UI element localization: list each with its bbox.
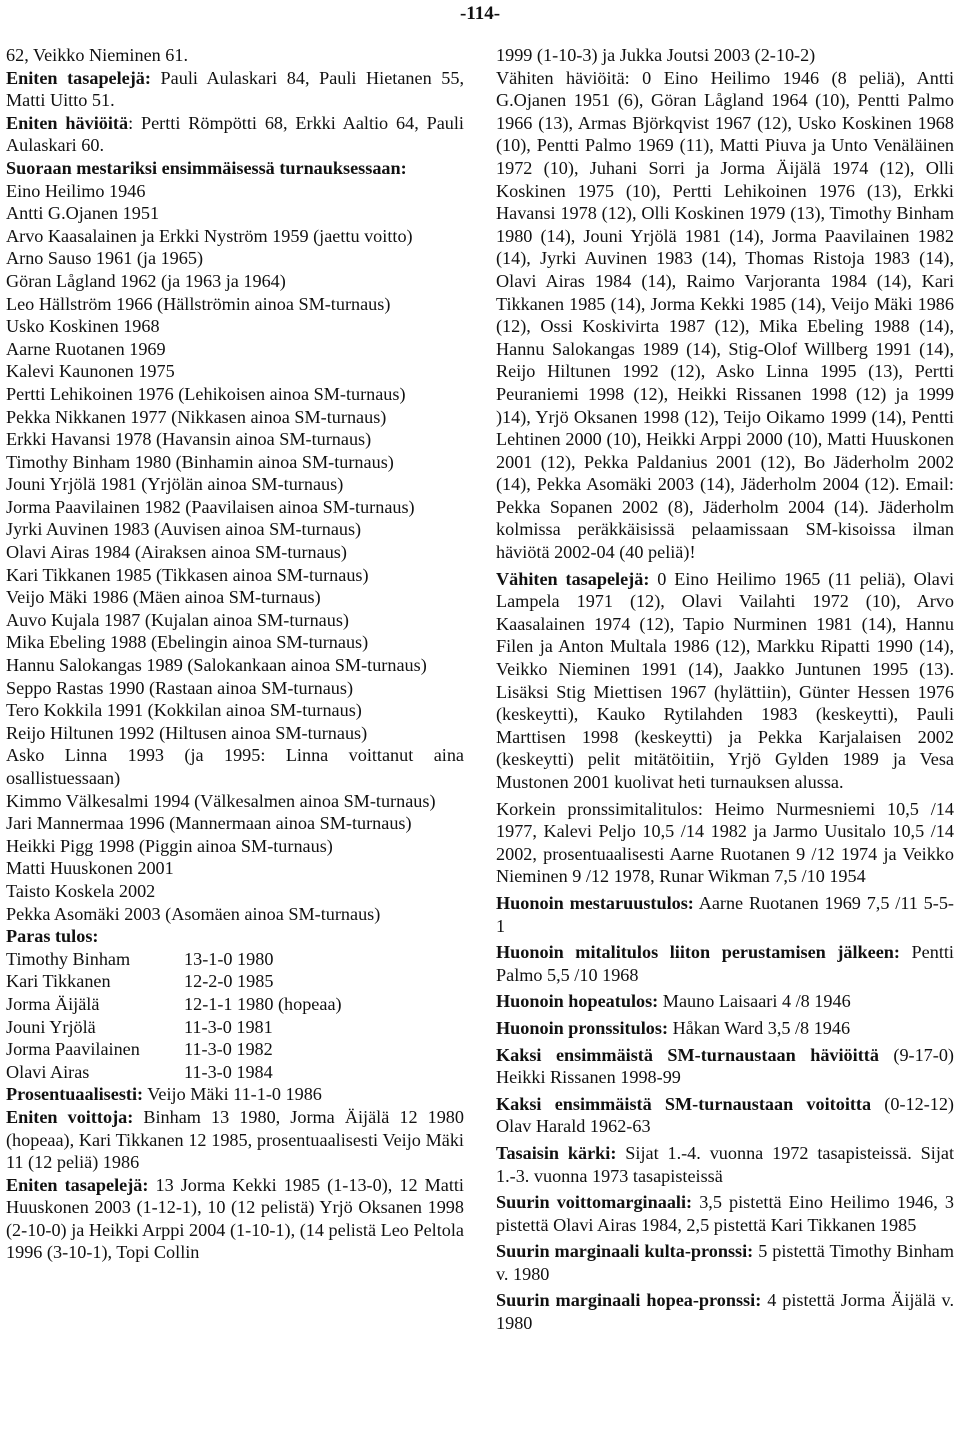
paragraph-text: Erkki Havansi 1978 (Havansin ainoa SM-turnaus) xyxy=(6,429,372,450)
paragraph-text: Eino Heilimo 1946 xyxy=(6,180,146,201)
paragraph-text: Mauno Laisaari 4 /8 1946 xyxy=(658,991,851,1012)
paragraph-text: Hannu Salokangas 1989 (Salokankaan ainoa SM-turnaus) xyxy=(6,655,427,676)
paragraph-text: 13 Jorma Kekki 1985 (1-13-0), 12 Matti Huuskonen 2003 (1-12-1), 10 (12 pelistä) Yrjö Oksanen 1998 (2-10-0) ja Heikki Arppi 2004 (1-10-1), (14 pelistä Leo Peltola 1996 (3-10-1), Topi Collin xyxy=(6,1174,464,1263)
text-line xyxy=(6,654,464,677)
text-paragraph xyxy=(496,1093,954,1138)
player-result: 13-1-0 1980 xyxy=(184,948,274,969)
text-line xyxy=(6,677,464,700)
text-line xyxy=(6,496,464,519)
bold-label: Eniten häviöitä xyxy=(6,112,129,133)
text-line xyxy=(6,180,464,203)
player-name: Jouni Yrjölä xyxy=(6,1016,96,1037)
paragraph-text: Sijat 1.-4. vuonna 1972 tasapisteissä. Sijat 1.-3. vuonna 1973 tasapisteissä xyxy=(496,1142,955,1186)
player-name: Jorma Äijälä xyxy=(6,993,100,1014)
player-name: Jorma Paavilainen xyxy=(6,1039,140,1060)
text-line xyxy=(6,406,464,429)
paragraph-text: : Pertti Römpötti 68, Erkki Aaltio 64, Pauli Aulaskari 60. xyxy=(6,112,464,156)
text-line xyxy=(6,1083,464,1106)
paragraph-text: Göran Lågland 1962 (ja 1963 ja 1964) xyxy=(6,270,286,291)
bold-label: Eniten voittoja: xyxy=(6,1106,134,1127)
text-line xyxy=(6,112,464,157)
text-paragraph xyxy=(496,798,954,888)
paragraph-text: Kalevi Kaunonen 1975 xyxy=(6,361,175,382)
text-line xyxy=(6,925,464,948)
text-line xyxy=(6,270,464,293)
paragraph-text: Kimmo Välkesalmi 1994 (Välkesalmen ainoa SM-turnaus) xyxy=(6,790,436,811)
text-paragraph xyxy=(496,568,954,794)
text-line xyxy=(6,1106,464,1174)
paragraph-text: Kari Tikkanen 1985 (Tikkasen ainoa SM-turnaus) xyxy=(6,564,369,585)
text-line xyxy=(6,473,464,496)
paragraph-text: Veijo Mäki 1986 (Mäen ainoa SM-turnaus) xyxy=(6,587,321,608)
text-line xyxy=(6,744,464,789)
text-line xyxy=(6,293,464,316)
paragraph-text: Arvo Kaasalainen ja Erkki Nyström 1959 (jaettu voitto) xyxy=(6,225,413,246)
paragraph-text: Antti G.Ojanen 1951 xyxy=(6,203,160,224)
text-line xyxy=(6,903,464,926)
bold-label: Eniten tasapelejä: xyxy=(6,1174,149,1195)
text-paragraph xyxy=(496,990,954,1013)
best-result-row xyxy=(6,993,464,1016)
paragraph-text: 3,5 pistettä Eino Heilimo 1946, 3 pistettä Olavi Airas 1984, 2,5 pistettä Kari Tikkanen 1985 xyxy=(496,1192,954,1235)
text-line xyxy=(6,564,464,587)
paragraph-text: Mika Ebeling 1988 (Ebelingin ainoa SM-turnaus) xyxy=(6,632,369,653)
bold-label: Suurin marginaali hopea-pronssi: xyxy=(496,1290,762,1311)
text-line xyxy=(6,428,464,451)
text-line xyxy=(6,541,464,564)
paragraph-text: Pekka Asomäki 2003 (Asomäen ainoa SM-turnaus) xyxy=(6,903,381,924)
text-line xyxy=(6,360,464,383)
bold-label: Kaksi ensimmäistä SM-turnaustaan voitoitta xyxy=(496,1093,872,1114)
text-line xyxy=(6,518,464,541)
text-line xyxy=(6,225,464,248)
best-result-row xyxy=(6,948,464,971)
text-paragraph xyxy=(496,1044,954,1089)
paragraph-text: Veijo Mäki 11-1-0 1986 xyxy=(143,1084,322,1105)
paragraph-text: Auvo Kujala 1987 (Kujalan ainoa SM-turnaus) xyxy=(6,609,349,630)
text-paragraph xyxy=(496,44,954,67)
paragraph-text: Taisto Koskela 2002 xyxy=(6,880,156,901)
text-line xyxy=(6,157,464,180)
text-paragraph xyxy=(496,1142,954,1187)
bold-label: Suoraan mestariksi ensimmäisessä turnauksessaan: xyxy=(6,157,407,178)
paragraph-text: Usko Koskinen 1968 xyxy=(6,316,160,337)
best-result-row xyxy=(6,1038,464,1061)
text-paragraph xyxy=(496,1289,954,1334)
bold-label: Huonoin mestaruustulos: xyxy=(496,892,694,913)
paragraph-text: (9-17-0) Heikki Rissanen 1998-99 xyxy=(496,1044,954,1088)
bold-label: Vähiten tasapelejä: xyxy=(496,568,650,589)
paragraph-text: 5 pistettä Timothy Binham v. 1980 xyxy=(496,1241,955,1284)
player-result: 11-3-0 1982 xyxy=(184,1039,273,1060)
best-result-row xyxy=(6,1061,464,1084)
paragraph-text: 0 Eino Heilimo 1965 (11 peliä), Olavi Lampela 1971 (12), Olavi Vailahti 1972 (10), Arvo Kaasalainen 1974 (12), Tapio Nurminen 1981 (14), Hannu Filen ja Anton Multala 1986 (12), Markku Ripatti 1990 (14), Veikko Nieminen 1991 (14), Jaakko Juntunen 1995 (13). Lisäksi Stig Miettisen 1967 (hylättiin), Günter Hessen 1976 (keskeytti), Kauko Rytilahden 1983 (keskeytti), Pauli Marttisen 1998 (keskeytti) ja Pekka Karjalaisen 2002 (keskeytti) pelit mitätöitiin, Yrjö Gylden 1989 ja Vesa Mustonen 2001 kuolivat heti turnauksen alussa. xyxy=(496,568,955,792)
paragraph-text: 1999 (1-10-3) ja Jukka Joutsi 2003 (2-10-2) xyxy=(496,45,816,65)
paragraph-text: Seppo Rastas 1990 (Rastaan ainoa SM-turnaus) xyxy=(6,677,354,698)
bold-label: Huonoin mitalitulos liiton perustamisen jälkeen: xyxy=(496,942,900,963)
bold-label: Prosentuaalisesti: xyxy=(6,1084,144,1105)
text-paragraph xyxy=(496,941,954,986)
paragraph-text: Reijo Hiltunen 1992 (Hiltusen ainoa SM-turnaus) xyxy=(6,722,368,743)
paragraph-text: Jorma Paavilainen 1982 (Paavilaisen ainoa SM-turnaus) xyxy=(6,496,415,517)
paragraph-text: (0-12-12) Olav Harald 1962-63 xyxy=(496,1093,954,1137)
paragraph-text: Timothy Binham 1980 (Binhamin ainoa SM-turnaus) xyxy=(6,451,394,472)
bold-label: Suurin marginaali kulta-pronssi: xyxy=(496,1241,754,1262)
paragraph-text: 62, Veikko Nieminen 61. xyxy=(6,45,189,65)
text-line xyxy=(6,631,464,654)
bold-label: Paras tulos: xyxy=(6,926,99,947)
best-result-row xyxy=(6,970,464,993)
paragraph-text: Aarne Ruotanen 1969 xyxy=(6,338,166,359)
bold-label: Huonoin pronssitulos: xyxy=(496,1017,669,1038)
bold-label: Suurin voittomarginaali: xyxy=(496,1192,693,1213)
text-paragraph xyxy=(496,892,954,937)
text-line xyxy=(6,315,464,338)
paragraph-text: Matti Huuskonen 2001 xyxy=(6,858,174,879)
bold-label: Eniten tasapelejä: xyxy=(6,67,151,88)
text-line xyxy=(6,247,464,270)
text-line xyxy=(6,609,464,632)
text-line xyxy=(6,586,464,609)
paragraph-text: Korkein pronssimitalitulos: Heimo Nurmesniemi 10,5 /14 1977, Kalevi Peljo 10,5 /14 1982 ja Jarmo Uusitalo 10,5 /14 2002, prosentuaalisesti Aarne Ruotanen 9 /12 1974 ja Veikko Nieminen 9 /12 1978, Runar Wikman 7,5 /10 1954 xyxy=(496,798,954,887)
text-paragraph xyxy=(496,67,954,564)
text-line xyxy=(6,383,464,406)
paragraph-text: Tero Kokkila 1991 (Kokkilan ainoa SM-turnaus) xyxy=(6,700,362,721)
player-name: Olavi Airas xyxy=(6,1061,90,1082)
paragraph-text: Olavi Airas 1984 (Airaksen ainoa SM-turnaus) xyxy=(6,542,347,563)
player-result: 12-1-1 1980 (hopeaa) xyxy=(184,993,342,1014)
page-number: -114- xyxy=(459,3,501,24)
bold-label: Huonoin hopeatulos: xyxy=(496,991,659,1012)
text-line xyxy=(6,451,464,474)
paragraph-text: Arno Sauso 1961 (ja 1965) xyxy=(6,248,204,269)
paragraph-text: Pekka Nikkanen 1977 (Nikkasen ainoa SM-turnaus) xyxy=(6,406,387,427)
text-line xyxy=(6,202,464,225)
text-line xyxy=(6,812,464,835)
text-line xyxy=(6,338,464,361)
bold-label: Kaksi ensimmäistä SM-turnaustaan häviöittä xyxy=(496,1044,879,1065)
player-name: Kari Tikkanen xyxy=(6,971,111,992)
bold-label: Tasaisin kärki: xyxy=(496,1142,617,1163)
paragraph-text: Asko Linna 1993 (ja 1995: Linna voittanut aina osallistuessaan) xyxy=(6,745,464,788)
paragraph-text: Pauli Aulaskari 84, Pauli Hietanen 55, Matti Uitto 51. xyxy=(6,67,465,111)
paragraph-text: Jari Mannermaa 1996 (Mannermaan ainoa SM-turnaus) xyxy=(6,813,412,834)
paragraph-text: Pentti Palmo 5,5 /10 1968 xyxy=(496,942,954,985)
player-result: 12-2-0 1985 xyxy=(184,971,274,992)
text-paragraph xyxy=(496,1191,954,1236)
text-line xyxy=(6,1174,464,1264)
player-name: Timothy Binham xyxy=(6,948,131,969)
player-result: 11-3-0 1981 xyxy=(184,1016,273,1037)
text-line xyxy=(6,857,464,880)
text-line xyxy=(6,835,464,858)
paragraph-text: Binham 13 1980, Jorma Äijälä 12 1980 (hopeaa), Kari Tikkanen 12 1985, prosentuaalisesti Veijo Mäki 11 (12 peliä) 1986 xyxy=(6,1106,464,1173)
text-line xyxy=(6,880,464,903)
paragraph-text: Leo Hällström 1966 (Hällströmin ainoa SM-turnaus) xyxy=(6,293,391,314)
paragraph-text: 4 pistettä Jorma Äijälä v. 1980 xyxy=(496,1290,954,1334)
player-result: 11-3-0 1984 xyxy=(184,1061,273,1082)
text-line xyxy=(6,44,464,67)
text-line xyxy=(6,699,464,722)
left-column xyxy=(6,44,464,1264)
text-line xyxy=(6,790,464,813)
paragraph-text: Heikki Pigg 1998 (Piggin ainoa SM-turnaus) xyxy=(6,835,333,856)
best-result-row xyxy=(6,1016,464,1039)
paragraph-text: Aarne Ruotanen 1969 7,5 /11 5-5-1 xyxy=(496,892,954,936)
text-paragraph xyxy=(496,1017,954,1040)
text-line xyxy=(6,722,464,745)
text-paragraph xyxy=(496,1240,954,1285)
paragraph-text: Vähiten häviöitä: 0 Eino Heilimo 1946 (8 peliä), Antti G.Ojanen 1951 (6), Göran Lågland 1964 (10), Pentti Palmo 1966 (13), Armas Björkqvist 1967 (12), Usko Koskinen 1968 (10), Pentti Palmo 1969 (11), Matti Piuva ja Unto Venäläinen 1972 (10), Juhani Sorri ja Jorma Äijälä 1974 (12), Olli Koskinen 1975 (10), Pertti Lehikoinen 1976 (13), Erkki Havansi 1978 (12), Olli Koskinen 1979 (13), Timothy Binham 1980 (14), Jouni Yrjölä 1981 (14), Jorma Paavilainen 1982 (14), Jyrki Auvinen 1983 (14), Thomas Ristoja 1983 (14), Olavi Airas 1984 (14), Raimo Varjoranta 1984 (14), Kari Tikkanen 1985 (14), Jorma Kekki 1985 (14), Veijo Mäki 1986 (12), Ossi Koskivirta 1987 (12), Mika Ebeling 1988 (14), Hannu Salokangas 1989 (14), Stig-Olof Willberg 1991 (14), Reijo Hiltunen 1992 (12), Asko Linna 1995 (13), Pertti Peuraniemi 1998 (12), Heikki Rissanen 1998 (12) ja 1999 )14), Yrjö Oksanen 1998 (12), Teijo Oikamo 1999 (14), Pentti Lehtinen 2000 (10), Heikki Arppi 2000 (10), Matti Huuskonen 2001 (12), Pekka Paldanius 2001 (12), Bo Jäderholm 2002 (14), Pekka Asomäki 2003 (14), Jäderholm 2004 (12). Email: Pekka Sopanen 2002 (8), Jäderholm 2004 (14). Jäderholm kolmissa peräkkäisissä pelaamissaan SM-kisoissa ilman häviötä 2002-04 (40 peliä)! xyxy=(496,67,954,563)
text-line xyxy=(6,67,464,112)
paragraph-text: Pertti Lehikoinen 1976 (Lehikoisen ainoa SM-turnaus) xyxy=(6,383,406,404)
paragraph-text: Håkan Ward 3,5 /8 1946 xyxy=(668,1017,851,1038)
right-column xyxy=(496,44,954,1335)
paragraph-text: Jouni Yrjölä 1981 (Yrjölän ainoa SM-turnaus) xyxy=(6,474,344,495)
paragraph-text: Jyrki Auvinen 1983 (Auvisen ainoa SM-turnaus) xyxy=(6,519,362,540)
